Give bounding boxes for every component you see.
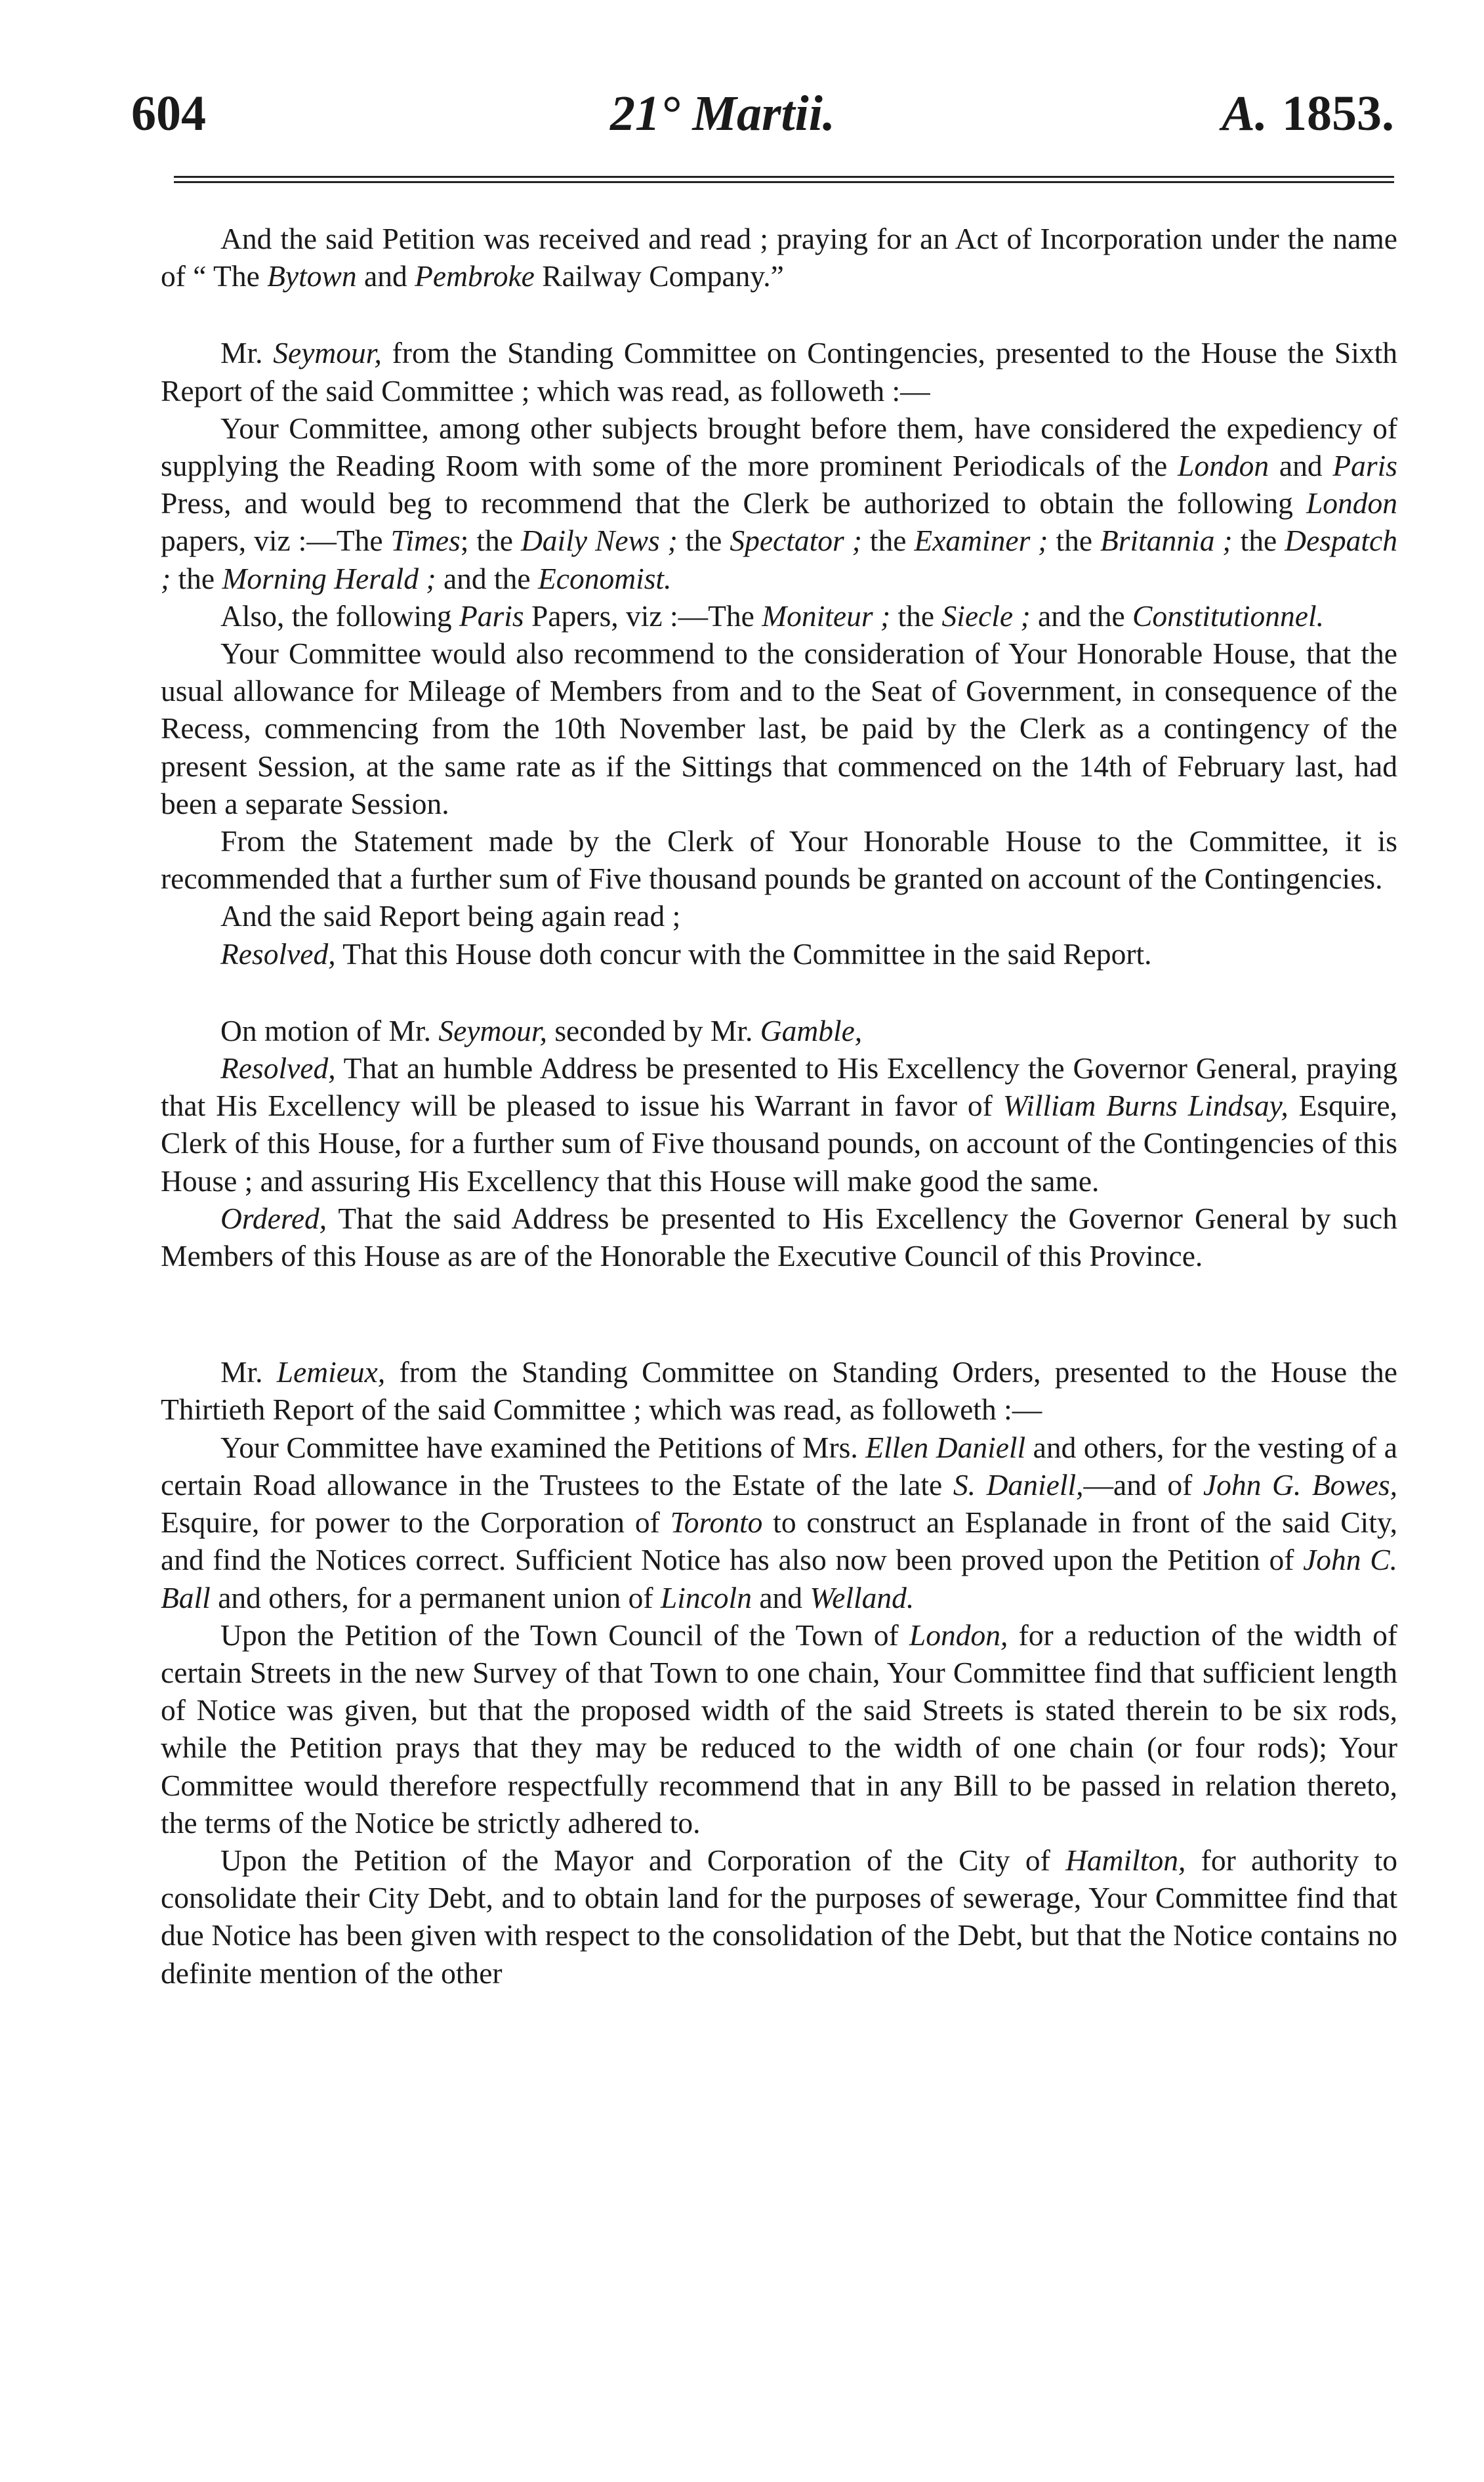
italic-run: John G. Bowes, xyxy=(1203,1467,1397,1502)
italic-run: Lemieux, xyxy=(276,1355,386,1389)
italic-run: London xyxy=(1178,449,1269,483)
paragraph-mileage: Your Committee would also recommend to the consideration of Your Honorable House, that the usual allowance for Mileage of Members from and to the Seat of Government, in consequence of the Recess, commencing from the 10th November last, be paid by the Clerk as a contingency of the present Session, at the same rate as if the Sittings that commenced on the 14th of February last, had been a separate Session. xyxy=(161,637,1397,820)
italic-run: London, xyxy=(909,1618,1008,1652)
italic-run: Despatch ; xyxy=(161,524,1397,595)
italic-run: Morning Herald ; xyxy=(222,561,436,595)
paragraph-standing-orders-report: Mr. Lemieux, from the Standing Committee on Standing Orders, presented to the House the Thirtieth Report of the said Committee ; which was read, as followeth :— xyxy=(161,1355,1397,1427)
italic-run: Ellen Daniell xyxy=(865,1430,1026,1464)
italic-run: Economist. xyxy=(537,561,672,595)
italic-run: Daily News ; xyxy=(520,524,678,558)
italic-run: Paris xyxy=(1332,449,1397,483)
page-number: 604 xyxy=(131,86,206,141)
paragraph-ordered: Ordered, That the said Address be presented to His Excellency the Governor General by such Members of this House as are of the Honorable the Executive Council of this Province. xyxy=(161,1201,1397,1273)
paragraph-paris-papers: Also, the following Paris Papers, viz :—The Moniteur ; the Siecle ; and the Constitutionnel. xyxy=(220,599,1325,633)
italic-run: Resolved, xyxy=(220,936,336,971)
paragraph-resolved-concur: Resolved, That this House doth concur with the Committee in the said Report. xyxy=(220,936,1152,971)
paragraph-petitions-examined: Your Committee have examined the Petitions of Mrs. Ellen Daniell and others, for the vesting of a certain Road allowance in the Trustees to the Estate of the late S. Daniell,—and of John G. Bowes, Esquire, for power to the Corporation of Toronto to construct an Esplanade in front of the said City, and find the Notices correct. Sufficient Notice has also now been proved upon the Petition of John C. Ball and others, for a permanent union of Lincoln and Welland. xyxy=(161,1430,1398,1614)
italic-run: Lincoln xyxy=(660,1580,752,1614)
italic-run: John C. Ball xyxy=(161,1543,1397,1614)
italic-run: Ordered, xyxy=(220,1201,327,1235)
header-rule-top xyxy=(174,176,1394,178)
italic-run: Constitutionnel. xyxy=(1132,599,1325,633)
italic-run: Moniteur ; xyxy=(762,599,891,633)
header-year xyxy=(1222,77,1394,150)
paragraph-london-petition: Upon the Petition of the Town Council of the Town of London, for a reduction of the width of certain Streets in the new Survey of that Town to one chain, Your Committee find that sufficient length of Notice was given, but that the proposed width of the said Streets is stated therein to be six rods, while the Petition prays that they may be reduced to the width of one chain (or four rods); Your Committee would therefore respectfully recommend that in any Bill to be passed in relation thereto, the terms of the Notice be strictly adhered to. xyxy=(161,1618,1397,1840)
paragraph-hamilton-petition: Upon the Petition of the Mayor and Corporation of the City of Hamilton, for authority to consolidate their City Debt, and to obtain land for the purposes of sewerage, Your Committee find that due Notice has been given with respect to the consolidation of the Debt, but that the Notice contains no definite mention of the other xyxy=(161,1843,1397,1990)
paragraph-motion: On motion of Mr. Seymour, seconded by Mr. Gamble, xyxy=(220,1013,863,1047)
year-prefix: A. xyxy=(1222,86,1268,141)
paragraph-resolved-address: Resolved, That an humble Address be presented to His Excellency the Governor General, praying that His Excellency will be pleased to issue his Warrant in favor of William Burns Lindsay, Esquire, Clerk of this House, for a further sum of Five thousand pounds, on account of the Contingencies of this House ; and assuring His Excellency that this House will make good the same. xyxy=(161,1051,1397,1198)
italic-run: London xyxy=(1306,486,1397,520)
italic-run: Welland. xyxy=(810,1580,915,1614)
paragraph-contingencies-report: Mr. Seymour, from the Standing Committee on Contingencies, presented to the House the Sixth Report of the said Committee ; which was read, as followeth :— xyxy=(161,336,1397,408)
italic-run: Toronto xyxy=(670,1505,763,1540)
italic-run: Gamble, xyxy=(760,1013,863,1047)
italic-run: Britannia ; xyxy=(1100,524,1233,558)
page-header xyxy=(131,77,1394,150)
document-body xyxy=(161,220,1397,1992)
italic-run: Resolved, xyxy=(220,1051,336,1085)
paragraph-statement: From the Statement made by the Clerk of Your Honorable House to the Committee, it is recommended that a further sum of Five thousand pounds be granted on account of the Contingencies. xyxy=(161,824,1397,896)
italic-run: Hamilton, xyxy=(1065,1843,1186,1877)
italic-run: Siecle ; xyxy=(941,599,1031,633)
italic-run: S. Daniell, xyxy=(953,1467,1084,1502)
italic-run: William Burns Lindsay, xyxy=(1002,1089,1288,1123)
italic-run: Paris xyxy=(459,599,524,633)
italic-run: Seymour, xyxy=(273,336,382,370)
italic-run: Times xyxy=(390,524,461,558)
italic-run: Pembroke xyxy=(415,259,535,293)
year-value: 1853. xyxy=(1282,86,1394,141)
paragraph-report-read: And the said Report being again read ; xyxy=(220,899,681,933)
header-date: 21° Martii. xyxy=(610,86,835,141)
italic-run: Spectator ; xyxy=(730,524,862,558)
italic-run: Examiner ; xyxy=(914,524,1048,558)
italic-run: Bytown xyxy=(267,259,357,293)
paragraph-reading-room: Your Committee, among other subjects brought before them, have considered the expediency of supplying the Reading Room with some of the more prominent Periodicals of the London and Paris Press, and would beg to recommend that the Clerk be authorized to obtain the following London papers, viz :—The Times; the Daily News ; the Spectator ; the Examiner ; the Britannia ; the Despatch ; the Morning Herald ; and the Economist. xyxy=(161,411,1397,595)
header-rule-bottom xyxy=(174,181,1394,183)
italic-run: Seymour, xyxy=(438,1013,547,1047)
paragraph-bytown-petition: And the said Petition was received and read ; praying for an Act of Incorporation under the name of “ The Bytown and Pembroke Railway Company.” xyxy=(161,222,1397,293)
